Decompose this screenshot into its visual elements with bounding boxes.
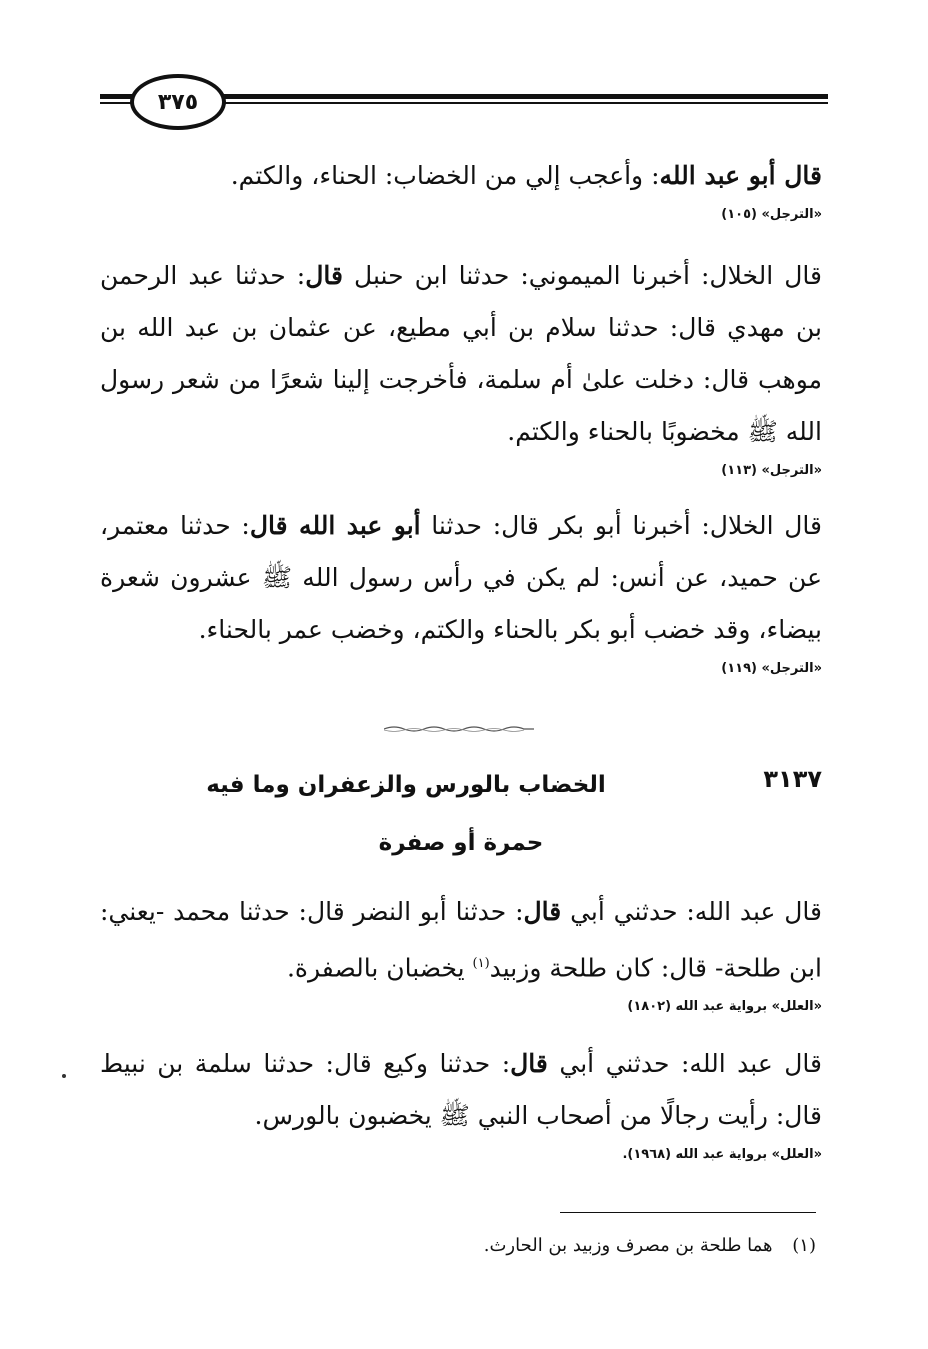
source-reference: «العلل» برواية عبد الله (١٩٦٨). (622, 1147, 822, 1162)
source-reference: «الترجل» (١١٩) (721, 661, 822, 676)
footnote-text: هما طلحة بن مصرف وزبيد بن الحارث. (483, 1235, 773, 1256)
paragraph-text: : حدثنا معتمر، عن حميد، عن أنس: لم يكن في رأس رسول الله ﷺ عشرون شعرة بيضاء، وقد خضب أبو بكر بالحناء والكتم، وخضب عمر بالحناء. (100, 511, 822, 644)
speaker-name: قال أبو عبد الله (659, 161, 822, 190)
bold-word: قال (510, 1049, 548, 1078)
paragraph-text: : وأعجب إلي من الخضاب: الحناء، والكتم. (230, 161, 660, 190)
page-number: ٣٧٥ (130, 74, 226, 130)
chapter-heading (100, 765, 822, 863)
source-reference: «العلل» برواية عبد الله (١٨٠٢) (627, 999, 822, 1015)
bold-word: قال (305, 261, 343, 290)
ornament-divider (384, 725, 534, 733)
chapter-subtitle: حمرة أو صفرة (378, 830, 544, 856)
paragraph-text: قال الخلال: أخبرنا أبو بكر قال: حدثنا (420, 511, 823, 540)
footnote-number: (١) (792, 1235, 816, 1256)
paragraph-3 (100, 500, 822, 682)
bold-word: قال (523, 897, 562, 926)
paragraph-text: : حدثنا عبد الرحمن بن مهدي قال: حدثنا سلام بن أبي مطيع، عن عثمان بن عبد الله بن موهب قال: دخلت علىٰ أم سلمة، فأخرجت إلينا شعرًا من شعر رسول الله ﷺ مخضوبًا بالحناء والكتم. (100, 261, 822, 446)
source-reference: «الترجل» (١٠٥) (721, 207, 822, 222)
paragraph-text: يخضبان بالصفرة. (286, 953, 473, 983)
paragraph-1 (100, 150, 822, 228)
paragraph-text: : حدثنا أبو النضر قال: حدثنا محمد -يعني: ابن طلحة- قال: كان طلحة وزبيد (100, 897, 822, 983)
paragraph-2 (100, 250, 822, 484)
paragraph-text: : حدثنا وكيع قال: حدثنا سلمة بن نبيط قال: رأيت رجالًا من أصحاب النبي ﷺ يخضبون بالورس. (100, 1049, 822, 1130)
paragraph-text: قال الخلال: أخبرنا الميموني: حدثنا ابن حنبل (342, 261, 822, 290)
bold-phrase: أبو عبد الله قال (249, 511, 421, 540)
source-reference: «الترجل» (١١٣) (721, 463, 822, 478)
chapter-title: الخضاب بالورس والزعفران وما فيه (206, 772, 606, 798)
paragraph-text: قال عبد الله: حدثني أبي (561, 897, 823, 926)
chapter-number: ٣١٣٧ (763, 765, 822, 793)
footnote-separator (560, 1212, 816, 1213)
page-header (100, 72, 828, 132)
paragraph-text: قال عبد الله: حدثني أبي (547, 1049, 822, 1078)
footnote (100, 1232, 816, 1260)
scan-speck (62, 1074, 66, 1078)
paragraph-4 (100, 886, 822, 1020)
footnote-marker: (١) (472, 956, 490, 971)
paragraph-5 (100, 1038, 822, 1168)
